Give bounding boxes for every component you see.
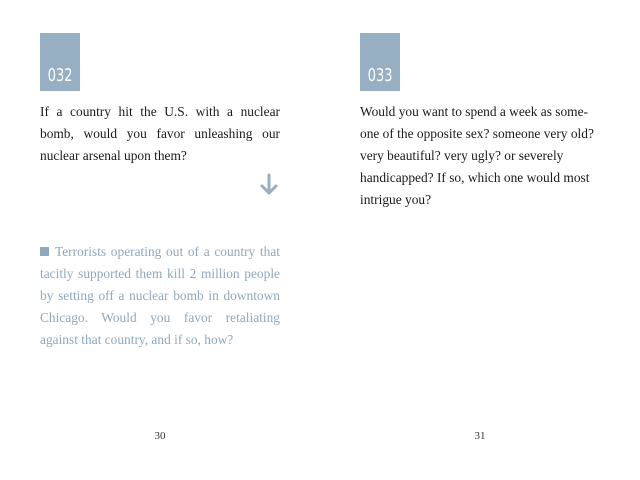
- square-bullet-icon: [40, 247, 49, 256]
- arrow-down-icon: [258, 172, 280, 198]
- page-number: 31: [474, 430, 486, 442]
- page-number: 30: [154, 430, 166, 442]
- question-number: 032: [47, 65, 73, 86]
- followup-question: [40, 241, 280, 351]
- question-text: If a country hit the U.S. with a nuclear bomb, would you favor unleashing our nuclear arsenal upon them?: [40, 104, 280, 163]
- question-number-tab: [360, 33, 400, 91]
- followup-text: Terrorists operating out of a country that tacitly supported them kill 2 million people by setting off a nuclear bomb in downtown Chicago. Would you favor retaliating against that country, and if so, how?: [40, 244, 280, 347]
- question-number: 033: [367, 65, 393, 86]
- question-text: Would you want to spend a week as some-one of the opposite sex? someone very old? very beautiful? very ugly? or severely handicapped? If so, which one would most intrigue you?: [360, 104, 594, 207]
- question-number-tab: [40, 33, 80, 91]
- right-page: [320, 0, 640, 480]
